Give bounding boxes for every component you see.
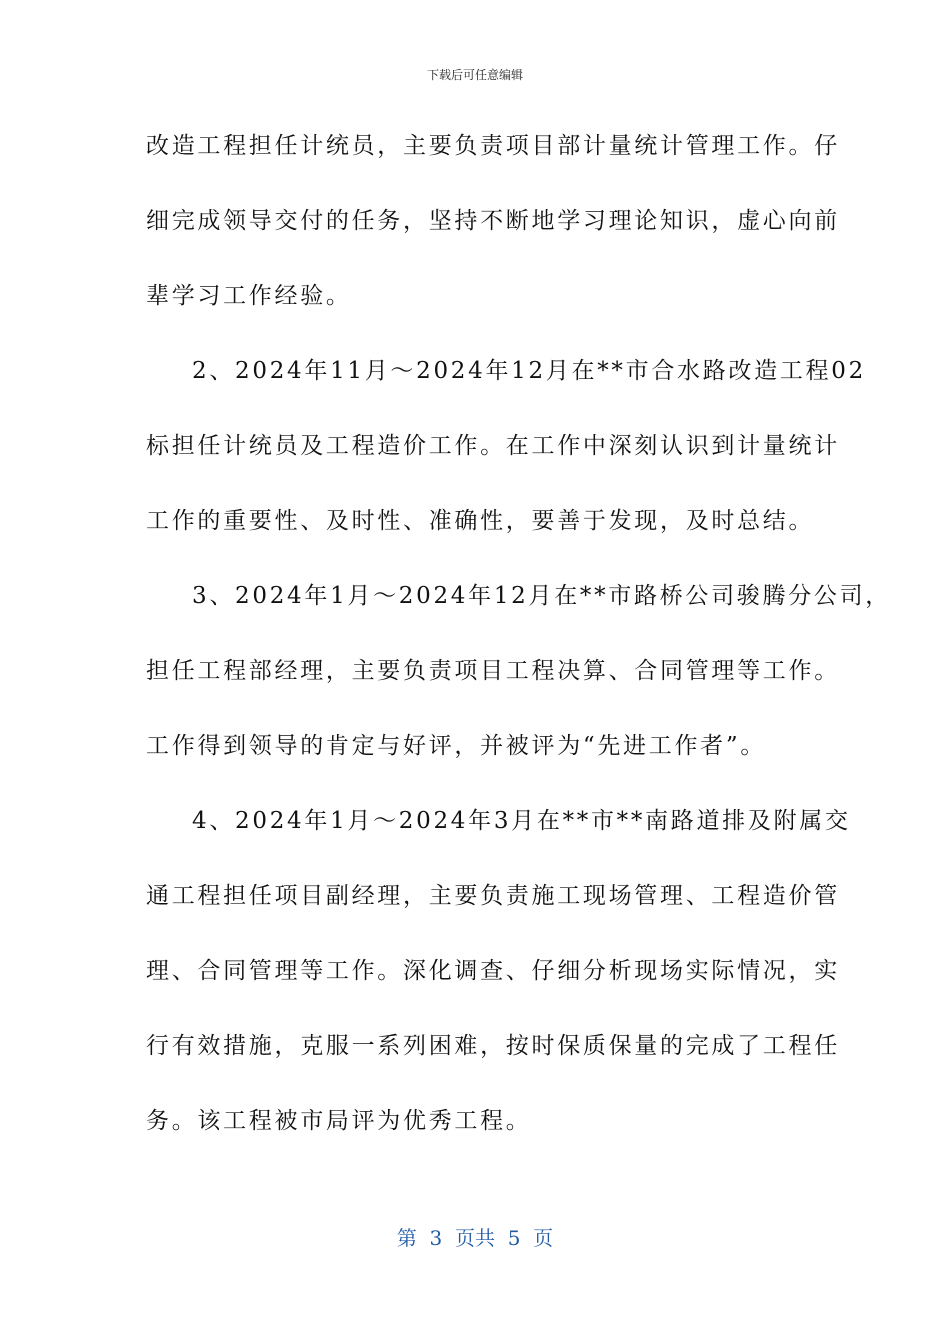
body-line: 标担任计统员及工程造价工作。在工作中深刻认识到计量统计	[146, 433, 840, 459]
body-line: 担任工程部经理，主要负责项目工程决算、合同管理等工作。	[146, 658, 840, 684]
body-line: 通工程担任项目副经理，主要负责施工现场管理、工程造价管	[146, 883, 840, 909]
document-body	[146, 123, 891, 1173]
body-line: 改造工程担任计统员，主要负责项目部计量统计管理工作。仔	[146, 133, 840, 159]
body-line: 行有效措施，克服一系列困难，按时保质保量的完成了工程任	[146, 1033, 840, 1059]
body-line: 辈学习工作经验。	[146, 283, 352, 309]
header-note: 下载后可任意编辑	[426, 68, 523, 82]
body-line: 理、合同管理等工作。深化调查、仔细分析现场实际情况，实	[146, 958, 840, 984]
body-line: 工作的重要性、及时性、准确性，要善于发现，及时总结。	[146, 508, 815, 534]
body-line: 工作得到领导的肯定与好评，并被评为“先进工作者”。	[146, 733, 767, 759]
body-line: 务。该工程被市局评为优秀工程。	[146, 1108, 532, 1134]
paragraph-start-line: 4、2024年1月～2024年3月在**市**南路道排及附属交	[192, 808, 851, 834]
page-number: 第 3 页共 5 页	[396, 1226, 554, 1250]
paragraph-start-line: 3、2024年1月～2024年12月在**市路桥公司骏腾分公司，	[192, 583, 891, 609]
paragraph-start-line: 2、2024年11月～2024年12月在**市合水路改造工程02	[192, 358, 866, 384]
body-line: 细完成领导交付的任务，坚持不断地学习理论知识，虚心向前	[146, 208, 840, 234]
